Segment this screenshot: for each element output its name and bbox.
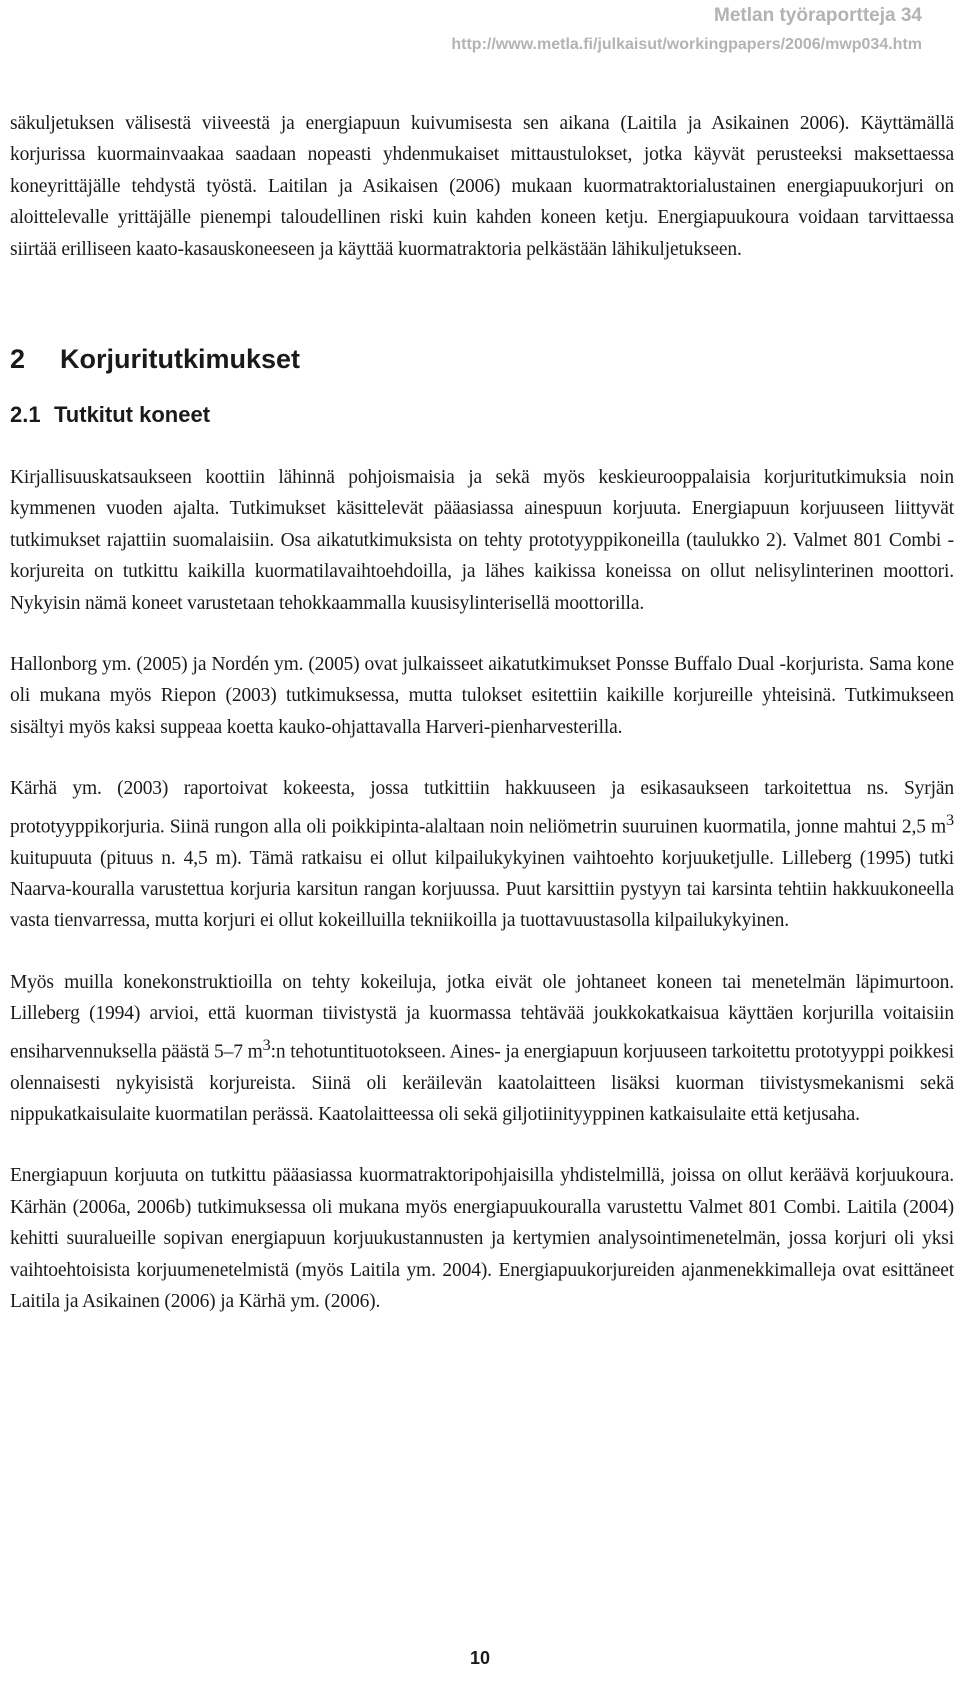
section-heading xyxy=(10,401,954,429)
paragraph-syrja-prototype xyxy=(10,773,954,937)
chapter-number: 2 xyxy=(10,344,26,375)
intro-paragraph: säkuljetuksen välisestä viiveestä ja energiapuun kuivumisesta sen aikana (Laitila ja Asikainen 2006). Käyttämällä korjurissa kuormainvaakaa saadaan nopeasti yhdenmukaiset mittaustulokset, jotka käyvät perusteeksi maksettaessa koneyrittäjälle tehdystä työstä. Laitilan ja Asikaisen (2006) mukaan kuormatraktorialustainen energiapuukorjuri on aloittelevalle yrittäjälle pienempi taloudellinen riski kuin kahden koneen ketju. Energiapuukoura voidaan tarvittaessa siirtää erilliseen kaato-kasauskoneeseen ja käyttää kuormatraktoria pelkästään lähikuljetukseen. xyxy=(10,113,954,260)
paragraph-studied-machines: Kirjallisuuskatsaukseen koottiin lähinnä pohjoismaisia ja sekä myös keskieurooppalaisia korjuritutkimuksia noin kymmenen vuoden ajalta. Tutkimukset käsittelevät pääasiassa ainespuun korjuuta. Energiapuun korjuuseen liittyvät tutkimukset rajattiin suomalaisiin. Osa aikatutkimuksista on tehty prototyyppikoneilla (taulukko 2). Valmet 801 Combi -korjureita on tutkittu kaikilla kuormatilavaihtoehdoilla, ja lähes kaikissa koneissa on ollut nelisylinterinen moottori. Nykyisin nämä koneet varustetaan tehokkaammalla kuusisylinterisellä moottorilla. xyxy=(10,467,954,614)
paragraph-other-constructions xyxy=(10,967,954,1131)
paragraph-text: Myös muilla konekonstruktioilla on tehty kokeiluja, jotka eivät ole johtaneet koneen tai menetelmän läpimurtoon. Lilleberg (1994) arvioi, että kuorman tiivistystä ja kuormassa tehtävää joukkokatkaisua käyttäen korjurilla voitaisiin ensiharvennuksella päästä 5–7 m xyxy=(10,971,954,1063)
series-title: Metlan työraportteja 34 xyxy=(714,5,922,26)
chapter-title: Korjuritutkimukset xyxy=(60,344,301,375)
paragraph-text: kuitupuuta (pituus n. 4,5 m). Tämä ratkaisu ei ollut kilpailukykyinen vaihtoehto korjuuketjulle. Lilleberg (1995) tutki Naarva-kouralla varustettua korjuria karsitun rangan korjuussa. Puut karsittiin pystyyn tai karsinta tehtiin hakkuukoneella vasta tienvarressa, mutta korjuri ei ollut kokeilluilla tekniikoilla ja tuottavuustasolla kilpailukykyinen. xyxy=(10,847,954,932)
paragraph-text: :n tehotuntituotokseen. Aines- ja energiapuun korjuuseen tarkoitettu prototyyppi poikkesi olennaisesti nykyisistä korjureista. Siinä oli keräilevän kaatolaitteen lisäksi kuorman tiivistysmekanismi sekä nippukatkaisulaite kuormatilan perässä. Kaatolaitteessa oli sekä giljotiinityyppinen katkaisulaite että ketjusaha. xyxy=(10,1041,954,1125)
page-number: 10 xyxy=(469,1648,491,1668)
section-number: 2.1 xyxy=(10,402,41,428)
chapter-heading xyxy=(10,342,954,376)
paragraph-energy-wood-harvesting: Energiapuun korjuuta on tutkittu pääasiassa kuormatraktoripohjaisilla yhdistelmillä, joissa on ollut keräävä korjuukoura. Kärhän (2006a, 2006b) tutkimuksessa oli mukana myös energiapuukouralla varustettu Valmet 801 Combi. Laitila (2004) kehitti suuralueille sopivan energiapuun korjuukustannusten ja kertymien analysointimenetelmän, jossa korjuri oli yksi vaihtoehtoisista korjuumenetelmistä (myös Laitila ym. 2004). Energiapuukorjureiden ajanmenekkimalleja ovat esittäneet Laitila ja Asikainen (2006) ja Kärhä ym. (2006). xyxy=(10,1165,954,1312)
series-url: http://www.metla.fi/julkaisut/workingpapers/2006/mwp034.htm xyxy=(451,36,922,53)
superscript: 3 xyxy=(262,1035,271,1054)
section-title: Tutkitut koneet xyxy=(54,402,211,428)
paragraph-text: Kärhä ym. (2003) raportoivat kokeesta, jossa tutkittiin hakkuuseen ja esikasaukseen tarkoitettua ns. Syrjän prototyyppikorjuria. Siinä rungon alla oli poikkipinta-alaltaan noin neliömetrin suuruinen kuormatila, jonne mahtui 2,5 m xyxy=(10,778,954,838)
superscript: 3 xyxy=(946,810,954,829)
body-text xyxy=(10,108,954,1317)
paragraph-ponsse-buffalo: Hallonborg ym. (2005) ja Nordén ym. (2005) ovat julkaisseet aikatutkimukset Ponsse Buffalo Dual -korjurista. Sama kone oli mukana myös Riepon (2003) tutkimuksessa, mutta tulokset esitettiin kaikille korjureille yhteisinä. Tutkimukseen sisältyi myös kaksi suppeaa koetta kauko-ohjattavalla Harveri-pienharvesterilla. xyxy=(10,654,954,738)
running-header xyxy=(451,4,922,56)
